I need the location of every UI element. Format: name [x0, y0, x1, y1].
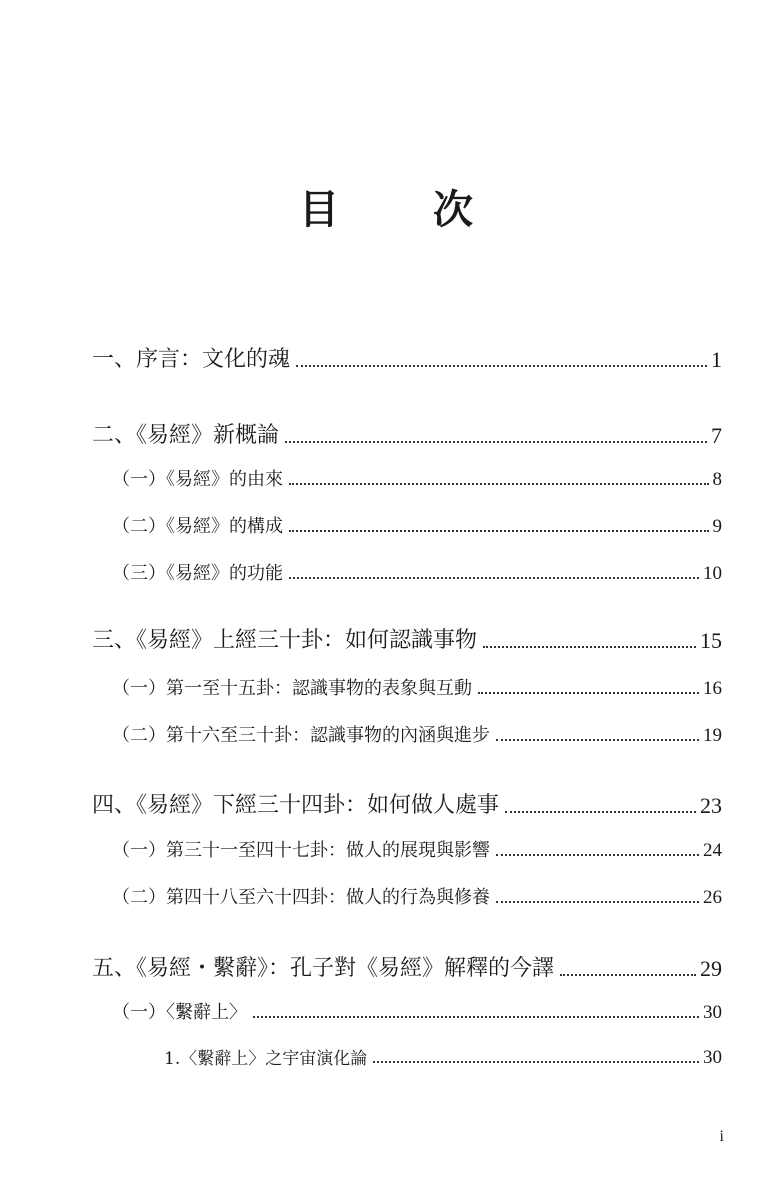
toc-page-number: 30 [703, 1047, 722, 1068]
toc-entry-title: （一）《易經》的由來 [112, 469, 283, 490]
dot-leader [496, 738, 699, 741]
toc-page-number: 7 [711, 423, 722, 448]
toc-page-number: 16 [703, 678, 722, 699]
toc-subentry-structure[interactable] [112, 512, 722, 538]
toc-entry-title: （二）第十六至三十卦：認識事物的內涵與進步 [112, 725, 490, 746]
toc-page-number: 8 [712, 469, 722, 490]
dot-leader [253, 1015, 699, 1018]
toc-subsubentry-cosmology[interactable] [164, 1044, 722, 1069]
dot-leader [285, 440, 707, 443]
toc-subentry-hexagrams-48-64[interactable] [112, 883, 722, 909]
toc-page-number: 9 [712, 516, 722, 537]
toc-entry-title: 四、《易經》下經三十四卦：如何做人處事 [92, 793, 500, 818]
page-number: i [719, 1128, 724, 1145]
toc-page-number: 1 [711, 347, 722, 372]
toc-entry-title: （一）第一至十五卦：認識事物的表象與互動 [112, 678, 472, 699]
dot-leader [560, 973, 696, 976]
page-title: 目 次 [299, 186, 513, 233]
toc-subentry-function[interactable] [112, 559, 722, 585]
toc-page-number: 23 [700, 793, 722, 818]
toc-page-number: 26 [703, 887, 722, 908]
toc-subentry-hexagrams-31-47[interactable] [112, 836, 722, 862]
dot-leader [289, 529, 709, 532]
dot-leader [483, 645, 696, 648]
dot-leader [496, 900, 699, 903]
toc-page-number: 29 [700, 956, 722, 981]
toc-entry-title: （一）第三十一至四十七卦：做人的展現與影響 [112, 840, 490, 861]
dot-leader [496, 853, 699, 856]
toc-entry-overview[interactable] [92, 418, 722, 449]
toc-entry-title: （二）《易經》的構成 [112, 516, 283, 537]
toc-entry-title: （三）《易經》的功能 [112, 563, 283, 584]
toc-page-number: 15 [700, 628, 722, 653]
toc-page-number: 24 [703, 840, 722, 861]
dot-leader [296, 364, 707, 367]
dot-leader [505, 810, 696, 813]
toc-subentry-xici-upper[interactable] [112, 998, 722, 1024]
toc-subentry-hexagrams-1-15[interactable] [112, 674, 722, 700]
dot-leader [289, 576, 699, 579]
toc-entry-title: 五、《易經・繫辭》：孔子對《易經》解釋的今譯 [92, 956, 555, 981]
toc-entry-lower-canon[interactable] [92, 788, 722, 819]
toc-entry-title: 一、序言：文化的魂 [92, 347, 291, 372]
toc-entry-title: （二）第四十八至六十四卦：做人的行為與修養 [112, 887, 490, 908]
dot-leader [478, 691, 699, 694]
toc-page-number: 19 [703, 725, 722, 746]
toc-entry-upper-canon[interactable] [92, 623, 722, 654]
dot-leader [373, 1060, 699, 1063]
toc-entry-xici[interactable] [92, 951, 722, 982]
toc-entry-title: 二、《易經》新概論 [92, 423, 280, 448]
toc-subentry-origin[interactable] [112, 465, 722, 491]
toc-entry-title: 三、《易經》上經三十卦：如何認識事物 [92, 628, 478, 653]
toc-entry-title: （一）〈繫辭上〉 [112, 1002, 247, 1023]
toc-page-number: 30 [703, 1002, 722, 1023]
dot-leader [289, 482, 709, 485]
toc-subentry-hexagrams-16-30[interactable] [112, 721, 722, 747]
toc-page-number: 10 [703, 563, 722, 584]
toc-entry-preface[interactable] [92, 342, 722, 373]
toc-entry-title: 1.〈繫辭上〉之宇宙演化論 [164, 1049, 368, 1069]
